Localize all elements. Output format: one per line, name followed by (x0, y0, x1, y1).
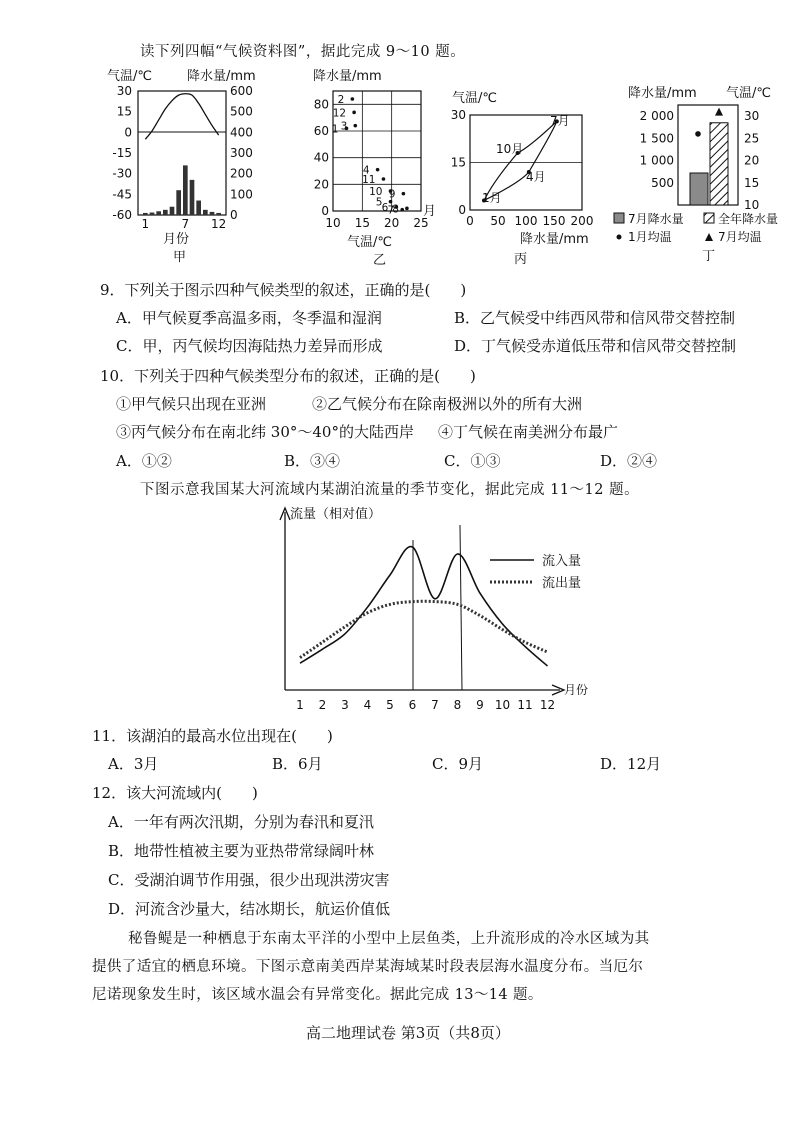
bing-y-tick: 0 (458, 203, 466, 217)
ding-bar-jul-precip (690, 173, 708, 205)
flow-x-tick: 8 (453, 698, 462, 712)
ding-legend-swatch-jul (614, 213, 624, 223)
yi-y-tick: 40 (313, 150, 329, 165)
bing-xlabel: 降水量/mm (520, 232, 589, 247)
bing-x-tick: 0 (466, 214, 474, 228)
intro-q9-10: 读下列四幅“气候资料图”，据此完成 9～10 题。 (140, 44, 466, 60)
yi-point-label: 7 (387, 204, 395, 217)
jia-x-tick: 12 (211, 217, 227, 231)
ding-legend-year: 全年降水量 (718, 212, 779, 226)
q11-stem: 11．该湖泊的最高水位出现在( ) (92, 727, 333, 745)
ding-legend-jul-temp: 7月均温 (718, 230, 762, 244)
bing-label-apr: 4月 (526, 170, 546, 184)
yi-ylabel: 降水量/mm (313, 69, 382, 84)
yi-x-tick: 10 (325, 216, 341, 230)
q12-stem: 12．该大河流域内( ) (92, 784, 258, 802)
flow-x-tick: 1 (296, 698, 304, 712)
yi-point-label: 6 (381, 202, 389, 214)
yi-point (351, 97, 355, 101)
bing-label-oct: 10月 (496, 142, 524, 156)
q11-option-c[interactable]: C．9月 (432, 755, 484, 773)
ding-legend-dot-icon (617, 235, 622, 240)
flow-inflow-line (300, 547, 548, 666)
yi-point (400, 208, 404, 212)
q10-stem: 10．下列关于四种气候类型分布的叙述，正确的是( ) (100, 367, 476, 385)
bing-loop-curve (484, 121, 557, 200)
yi-point-label: 2 (337, 94, 345, 106)
ding-right-tick: 30 (744, 109, 760, 124)
jia-precip-bar (170, 207, 175, 215)
bing-x-tick: 200 (570, 214, 594, 228)
yi-point (382, 177, 386, 181)
q10-option-a[interactable]: A．①② (116, 452, 172, 470)
intro-q13-14-line3: 尼诺现象发生时，该区域水温会有异常变化。据此完成 13～14 题。 (92, 987, 543, 1003)
bing-y-tick: 15 (450, 155, 466, 170)
chart-yi (305, 65, 445, 265)
ding-ylabel-left: 降水量/mm (628, 86, 697, 101)
q9-option-a[interactable]: A．甲气候夏季高温多雨，冬季温和湿润 (116, 309, 382, 327)
yi-point (402, 192, 406, 196)
jia-left-tick: -15 (112, 146, 132, 160)
q10-option-d[interactable]: D．②④ (600, 452, 658, 470)
jia-x-tick: 1 (141, 217, 150, 231)
jia-right-tick: 100 (230, 187, 253, 202)
ding-title: 丁 (702, 249, 716, 264)
yi-point (352, 111, 356, 115)
ding-ylabel-right: 气温/℃ (726, 86, 771, 101)
bing-label-jul: 7月 (550, 114, 570, 128)
jia-left-tick: -60 (112, 208, 132, 222)
chart-jia (105, 65, 280, 265)
q12-option-d[interactable]: D．河流含沙量大，结冰期长，航运价值低 (108, 900, 391, 918)
ding-bar-annual-precip (710, 123, 728, 205)
bing-y-tick: 30 (450, 108, 466, 122)
yi-point-label: 3 (340, 120, 348, 133)
intro-q11-12: 下图示意我国某大河流域内某湖泊流量的季节变化，据此完成 11～12 题。 (140, 482, 640, 498)
yi-y-tick: 20 (313, 177, 329, 192)
jia-title: 甲 (173, 250, 187, 265)
jia-right-tick: 200 (230, 166, 253, 181)
intro-q13-14-line1: 秘鲁鳀是一种栖息于东南太平洋的小型中上层鱼类，上升流形成的冷水区域为其 (128, 931, 650, 947)
flow-marker-line-sep (460, 525, 462, 690)
q11-option-b[interactable]: B．6月 (272, 755, 323, 773)
jia-left-tick: -30 (112, 166, 132, 181)
yi-y-tick: 0 (321, 204, 329, 218)
q10-statement-2: ②乙气候分布在除南极洲以外的所有大洲 (312, 395, 583, 413)
q10-statement-3: ③丙气候分布在南北纬 30°～40°的大陆西岸 (116, 423, 414, 441)
yi-point (405, 207, 409, 211)
yi-point-label: 8 (392, 203, 399, 216)
q12-option-b[interactable]: B．地带性植被主要为亚热带常绿阔叶林 (108, 842, 375, 860)
q10-statement-4: ④丁气候在南美洲分布最广 (438, 423, 619, 441)
jia-precip-bar (163, 210, 168, 215)
yi-point-label: 1 (331, 123, 339, 136)
jia-precip-bar (196, 201, 201, 215)
jia-right-tick: 600 (230, 84, 253, 98)
ding-legend-jul: 7月降水量 (628, 212, 684, 226)
q11-option-d[interactable]: D．12月 (600, 755, 662, 773)
q12-option-a[interactable]: A．一年有两次汛期，分别为春汛和夏汛 (108, 813, 374, 831)
chart-bing (450, 85, 600, 265)
jia-left-tick: 0 (124, 125, 132, 140)
q9-stem: 9．下列关于图示四种气候类型的叙述，正确的是( ) (100, 281, 467, 299)
bing-x-tick: 50 (490, 214, 506, 228)
flow-x-tick: 9 (476, 698, 484, 712)
jia-precip-bar (203, 210, 208, 215)
jia-precip-bar (176, 190, 181, 215)
jia-precip-bar (150, 213, 155, 215)
flow-x-tick: 11 (517, 698, 533, 712)
yi-xlabel: 气温/℃ (347, 235, 392, 250)
jia-precip-bar (183, 165, 188, 215)
page-footer: 高二地理试卷 第3页（共8页） (306, 1024, 510, 1042)
yi-x-tick: 25 (413, 216, 429, 230)
flow-x-tick: 3 (341, 698, 349, 712)
jia-right-tick: 400 (230, 125, 253, 140)
ding-marker-jan-temp (695, 131, 701, 137)
flow-legend-outflow: 流出量 (542, 576, 582, 591)
yi-point-label: 5 (375, 196, 383, 209)
yi-point (376, 168, 380, 172)
bing-x-tick: 150 (542, 214, 566, 228)
flow-x-tick: 6 (408, 698, 417, 712)
ding-left-tick: 1 500 (639, 131, 674, 146)
jia-left-tick: -45 (112, 187, 132, 202)
jia-right-tick: 300 (230, 146, 253, 160)
bing-x-tick: 100 (514, 214, 538, 228)
flow-xlabel: 月份 (564, 683, 589, 697)
q10-option-c[interactable]: C．①③ (444, 452, 501, 470)
ding-right-tick: 15 (744, 175, 760, 190)
yi-title: 乙 (373, 253, 387, 265)
jia-xlabel: 月份 (163, 232, 190, 247)
yi-point-label: 9 (388, 188, 396, 201)
q12-option-c[interactable]: C．受湖泊调节作用强，很少出现洪涝灾害 (108, 871, 390, 889)
ding-right-tick: 10 (744, 198, 760, 212)
flow-x-tick: 2 (318, 698, 327, 712)
q9-option-c[interactable]: C．甲，丙气候均因海陆热力差异而形成 (116, 337, 383, 355)
ding-left-tick: 1 000 (639, 153, 674, 168)
yi-point-label: 4 (362, 164, 370, 177)
jia-precip-bar (216, 213, 221, 215)
jia-ylabel-left: 气温/℃ (107, 69, 152, 84)
jia-ylabel-right: 降水量/mm (187, 69, 256, 84)
flow-x-tick: 7 (431, 698, 439, 712)
yi-x-tick: 20 (384, 216, 400, 230)
intro-q13-14-line2: 提供了适宜的栖息环境。下图示意南美西岸某海域某时段表层海水温度分布。当厄尔 (92, 959, 644, 975)
yi-y-tick: 80 (313, 97, 329, 112)
q9-option-d[interactable]: D．丁气候受赤道低压带和信风带交替控制 (454, 337, 737, 355)
q11-option-a[interactable]: A．3月 (108, 755, 159, 773)
ding-left-tick: 500 (651, 175, 674, 190)
jia-right-tick: 0 (230, 208, 238, 222)
ding-legend-jan-temp: 1月均温 (628, 230, 672, 244)
yi-point-label: 10 (369, 186, 383, 198)
chart-ding (610, 80, 790, 265)
jia-left-tick: 15 (116, 104, 132, 119)
jia-right-tick: 500 (230, 104, 253, 119)
ding-legend-triangle-icon (705, 233, 713, 241)
ding-right-tick: 20 (744, 153, 760, 168)
yi-point-label: 12 (332, 107, 347, 120)
jia-precip-bar (190, 180, 195, 215)
jia-precip-bar (210, 212, 215, 215)
jia-precip-bar (156, 211, 161, 215)
bing-title: 丙 (514, 252, 528, 265)
q10-option-b[interactable]: B．③④ (284, 452, 341, 470)
yi-point-label: 11 (362, 174, 376, 186)
flow-x-tick: 10 (494, 698, 511, 712)
jia-left-tick: 30 (116, 84, 132, 98)
yi-x-unit: 月 (423, 204, 437, 219)
jia-frame (138, 91, 226, 215)
ding-marker-jul-temp (715, 108, 723, 116)
flow-outflow-line (300, 601, 548, 657)
flow-ylabel: 流量（相对值） (290, 507, 382, 522)
ding-right-tick: 25 (744, 131, 760, 146)
ding-legend-swatch-year (704, 213, 714, 223)
ding-left-tick: 2 000 (639, 109, 674, 124)
q10-statement-1: ①甲气候只出现在亚洲 (116, 395, 267, 413)
flow-x-tick: 4 (363, 698, 372, 712)
yi-point (353, 124, 357, 128)
flow-x-tick: 5 (386, 698, 394, 712)
yi-y-tick: 60 (313, 124, 329, 138)
jia-x-tick: 7 (181, 217, 190, 231)
q9-option-b[interactable]: B．乙气候受中纬西风带和信风带交替控制 (454, 309, 736, 327)
jia-precip-bar (143, 213, 148, 215)
bing-ylabel: 气温/℃ (452, 91, 497, 106)
flow-legend-inflow: 流入量 (542, 554, 582, 569)
bing-label-jan: 1月 (482, 191, 502, 205)
chart-lake-flow (270, 500, 600, 720)
yi-x-tick: 15 (354, 216, 370, 230)
flow-x-tick: 12 (539, 698, 556, 712)
